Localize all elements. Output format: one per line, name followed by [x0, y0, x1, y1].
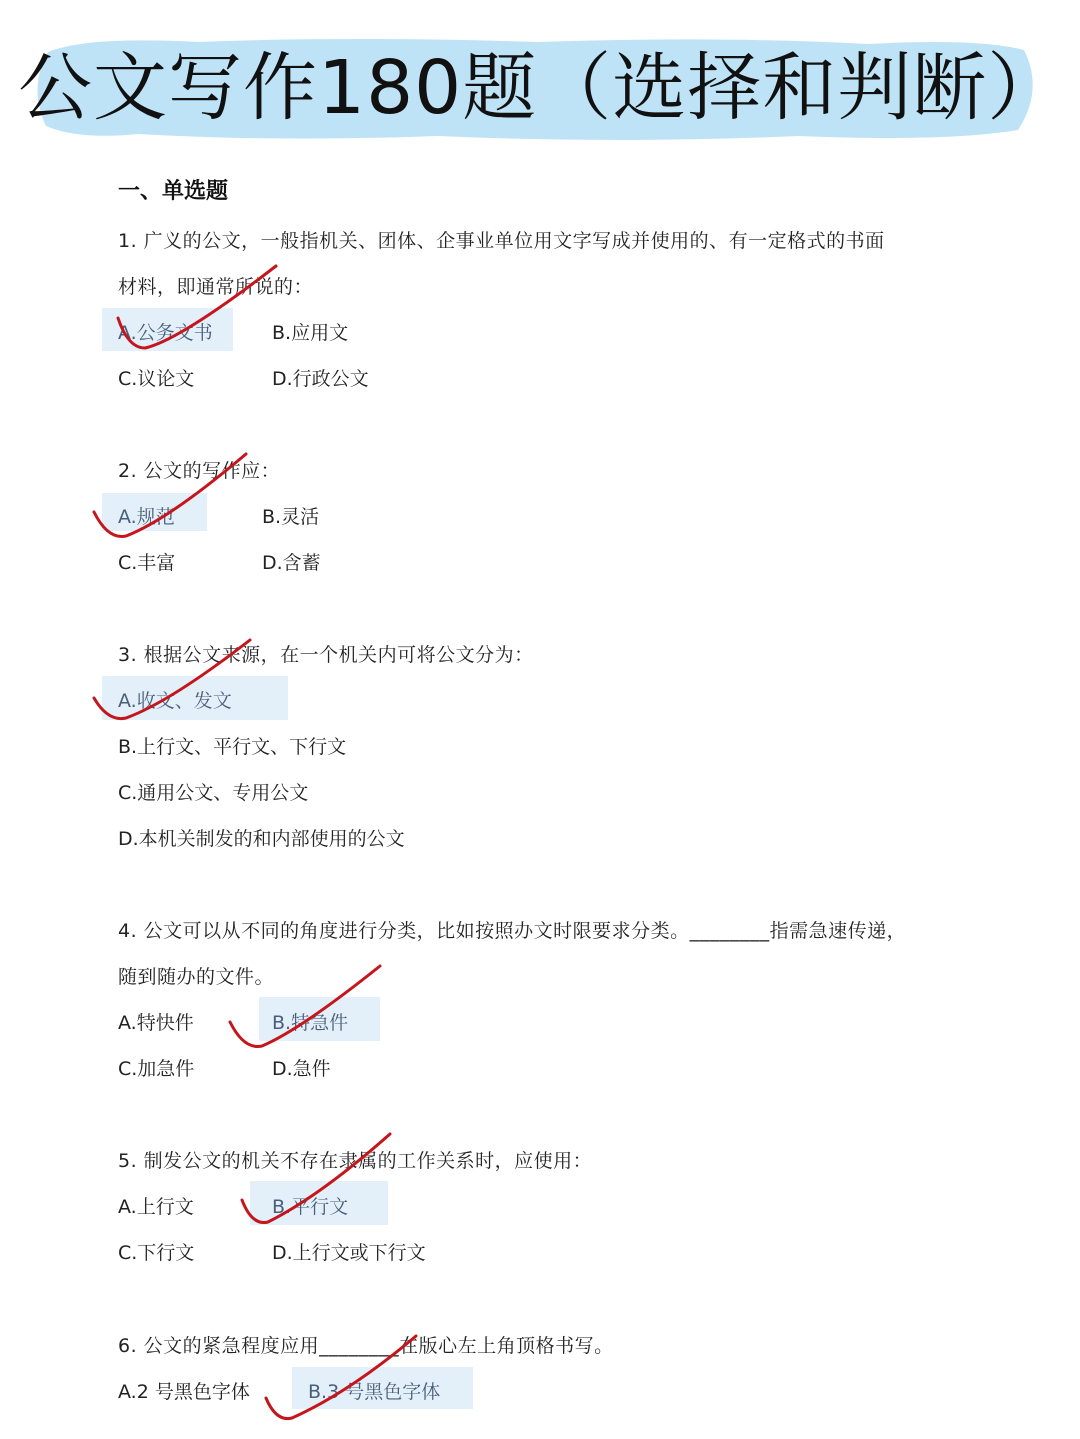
- option-2c[interactable]: C.丰富: [118, 552, 176, 574]
- option-3c[interactable]: C.通用公文、专用公文: [118, 782, 309, 804]
- page-title: 公文写作180题（选择和判断）: [18, 45, 1063, 131]
- option-5c[interactable]: C.下行文: [118, 1242, 195, 1264]
- option-4d[interactable]: D.急件: [272, 1058, 331, 1080]
- option-1b[interactable]: B.应用文: [272, 322, 349, 344]
- option-1d[interactable]: D.行政公文: [272, 368, 369, 390]
- option-4c[interactable]: C.加急件: [118, 1058, 195, 1080]
- question-5-text: 5. 制发公文的机关不存在隶属的工作关系时，应使用：: [118, 1150, 593, 1172]
- option-3d[interactable]: D.本机关制发的和内部使用的公文: [118, 828, 405, 850]
- question-2-text: 2. 公文的写作应：: [118, 460, 281, 482]
- option-3b[interactable]: B.上行文、平行文、下行文: [118, 736, 347, 758]
- option-2a[interactable]: A.规范: [118, 506, 175, 528]
- option-5d[interactable]: D.上行文或下行文: [272, 1242, 426, 1264]
- question-1-text-line1: 1. 广义的公文，一般指机关、团体、企事业单位用文字写成并使用的、有一定格式的书面: [118, 230, 885, 252]
- question-4-text-line1: 4. 公文可以从不同的角度进行分类，比如按照办文时限要求分类。________指需急速传递，: [118, 920, 907, 942]
- option-6b[interactable]: B.3 号黑色字体: [308, 1381, 441, 1403]
- option-4a[interactable]: A.特快件: [118, 1012, 194, 1034]
- question-3-text: 3. 根据公文来源，在一个机关内可将公文分为：: [118, 644, 534, 666]
- question-1-text-line2: 材料，即通常所说的：: [118, 276, 314, 298]
- question-4-text-line2: 随到随办的文件。: [118, 966, 275, 988]
- option-2b[interactable]: B.灵活: [262, 506, 320, 528]
- title-banner: [18, 34, 1063, 142]
- option-1c[interactable]: C.议论文: [118, 368, 195, 390]
- question-6-text: 6. 公文的紧急程度应用________在版心左上角顶格书写。: [118, 1335, 614, 1357]
- section-heading: 一、单选题: [118, 179, 229, 204]
- option-2d[interactable]: D.含蓄: [262, 552, 321, 574]
- option-5b[interactable]: B.平行文: [272, 1196, 349, 1218]
- option-6a[interactable]: A.2 号黑色字体: [118, 1381, 250, 1403]
- option-5a[interactable]: A.上行文: [118, 1196, 194, 1218]
- option-4b[interactable]: B.特急件: [272, 1012, 349, 1034]
- option-1a[interactable]: A.公务文书: [118, 322, 213, 344]
- option-3a[interactable]: A.收文、发文: [118, 690, 232, 712]
